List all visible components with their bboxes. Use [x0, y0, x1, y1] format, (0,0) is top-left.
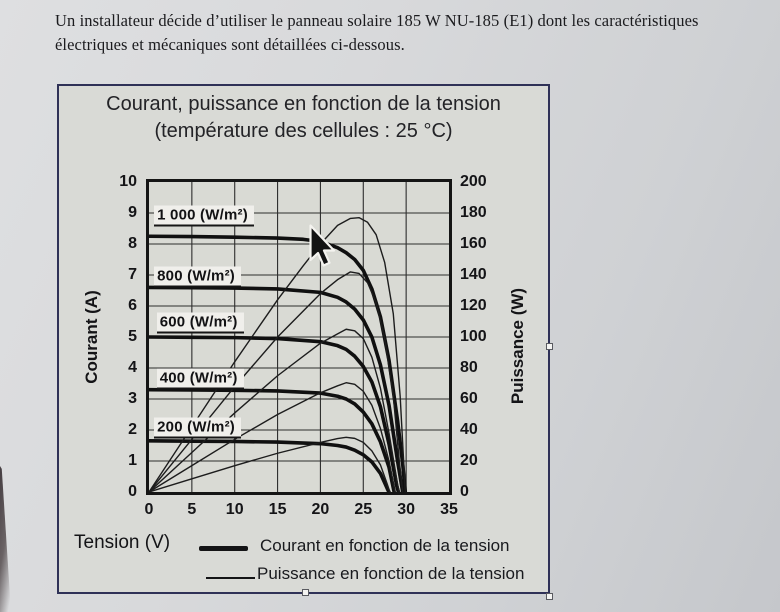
x-tick-label: 35 — [440, 501, 458, 518]
y-tick-label-right: 20 — [460, 452, 478, 469]
y-tick-label-left: 10 — [119, 173, 137, 190]
y-axis-title-right: Puissance (W) — [508, 287, 527, 405]
y-tick-label-right: 180 — [460, 204, 487, 221]
resize-handle-middle-right[interactable] — [546, 343, 553, 350]
x-tick-label: 25 — [354, 501, 373, 518]
x-tick-label: 20 — [311, 501, 330, 518]
y-tick-label-right: 40 — [460, 421, 478, 438]
y-tick-label-right: 80 — [460, 359, 478, 376]
x-tick-label: 10 — [225, 501, 244, 518]
resize-handle-bottom-center[interactable] — [302, 589, 309, 596]
y-tick-label-right: 0 — [460, 483, 469, 500]
irradiance-label: 600 (W/m²) — [157, 313, 244, 334]
y-tick-label-left: 1 — [128, 452, 137, 469]
y-tick-label-left: 6 — [128, 297, 137, 314]
irradiance-label: 1 000 (W/m²) — [154, 206, 254, 227]
y-tick-label-right: 60 — [460, 390, 478, 407]
chart-title — [59, 91, 548, 145]
y-tick-label-right: 160 — [460, 235, 487, 252]
x-axis-title: Tension (V) — [74, 532, 171, 553]
irradiance-label: 400 (W/m²) — [157, 368, 244, 389]
power-curve — [149, 437, 390, 492]
irradiance-label: 200 (W/m²) — [154, 418, 241, 439]
legend-power-line-swatch — [206, 577, 255, 579]
intro-line-2: électriques et mécaniques sont détaillées ci-dessous. — [55, 35, 405, 54]
irradiance-label: 800 (W/m²) — [154, 266, 241, 287]
x-tick-label: 0 — [144, 501, 154, 518]
legend-current-label: Courant en fonction de la tension — [260, 536, 510, 555]
x-tick-label: 15 — [268, 501, 287, 518]
y-tick-label-left: 9 — [128, 204, 137, 221]
y-tick-label-right: 100 — [460, 328, 487, 345]
chart-canvas — [149, 182, 449, 492]
y-tick-label-right: 120 — [460, 297, 487, 314]
chart-title-line-1: Courant, puissance en fonction de la tension — [106, 93, 501, 115]
intro-line-1: Un installateur décide d’utiliser le panneau solaire 185 W NU-185 (E1) dont les caractéristiques — [55, 11, 699, 30]
chart-title-line-2: (température des cellules : 25 °C) — [154, 120, 453, 142]
y-tick-label-left: 3 — [128, 390, 137, 407]
x-tick-label: 5 — [187, 501, 197, 518]
y-tick-label-left: 2 — [128, 421, 137, 438]
y-tick-label-right: 200 — [460, 173, 487, 190]
plot-area — [146, 179, 452, 495]
legend-power-label: Puissance en fonction de la tension — [257, 564, 525, 583]
y-tick-label-left: 4 — [128, 359, 137, 376]
y-tick-label-left: 0 — [128, 483, 137, 500]
figure-box[interactable] — [57, 84, 550, 594]
y-axis-title-left: Courant (A) — [82, 290, 101, 384]
intro-paragraph — [55, 9, 770, 57]
resize-handle-bottom-right[interactable] — [546, 593, 553, 600]
y-tick-label-left: 5 — [128, 328, 137, 345]
y-tick-label-left: 7 — [128, 266, 137, 283]
x-tick-label: 30 — [397, 501, 416, 518]
y-tick-label-right: 140 — [460, 266, 487, 283]
legend-current-line-swatch — [199, 546, 248, 551]
y-tick-label-left: 8 — [128, 235, 137, 252]
photo-edge-shadow — [0, 466, 11, 612]
